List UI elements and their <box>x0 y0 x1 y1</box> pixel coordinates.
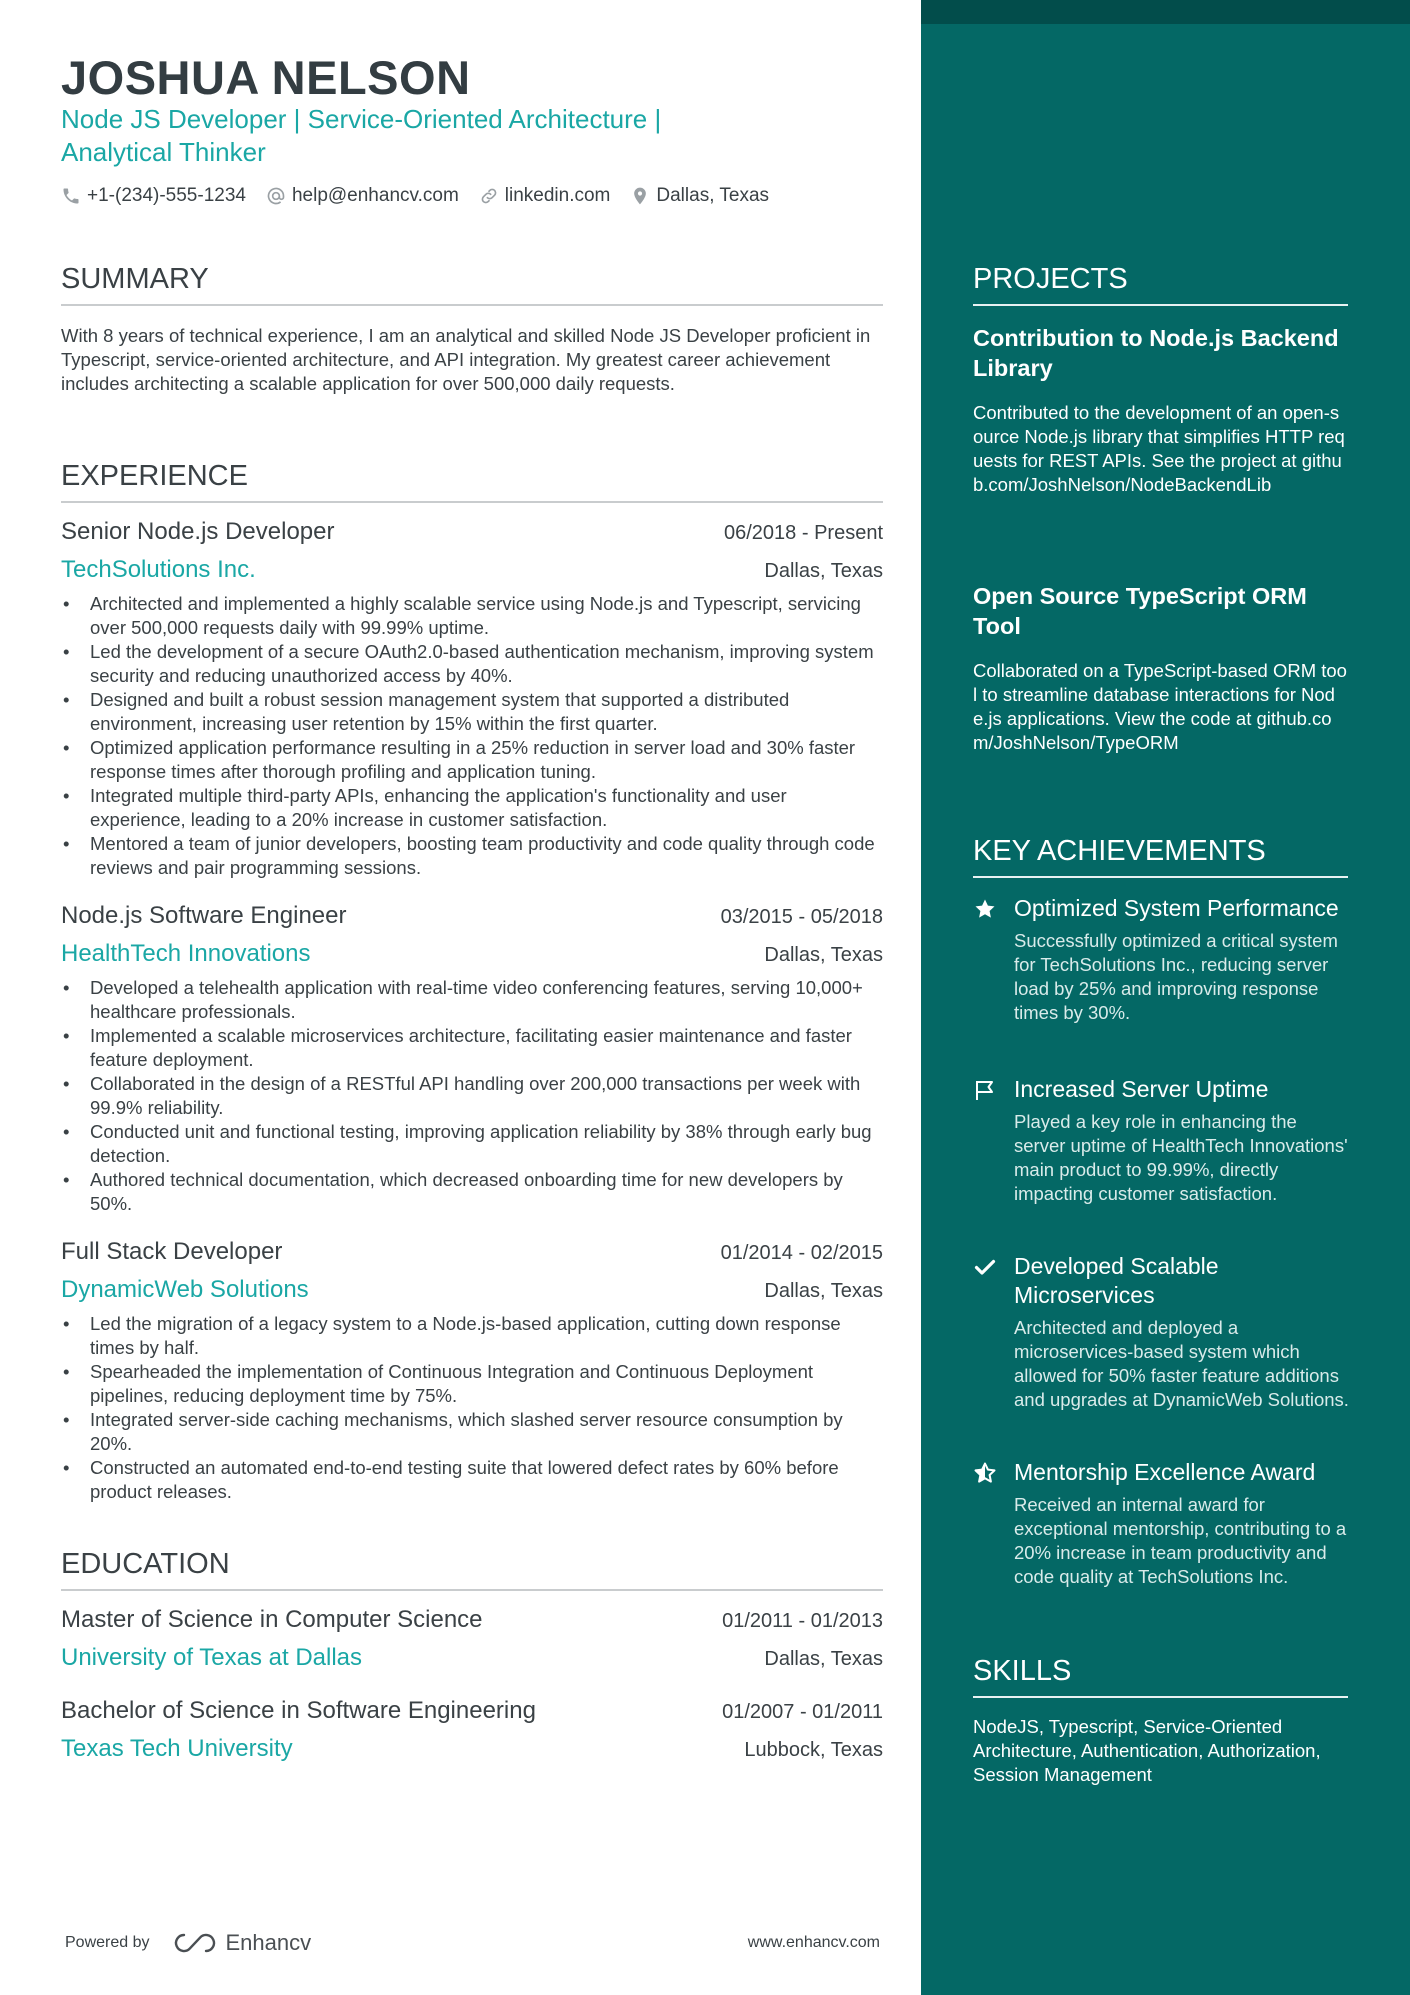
bullet-item: • Authored technical documentation, which decreased onboarding time for new developers by 50%. <box>61 1168 883 1216</box>
location-pin-icon <box>630 186 650 206</box>
achievement-title: Increased Server Uptime <box>1014 1076 1269 1102</box>
education-location: Lubbock, Texas <box>744 1739 883 1761</box>
job-title: Node.js Software Engineer <box>61 902 347 929</box>
achievement-description: Received an internal award for exceptional mentorship, contributing to a 20% increase in team productivity and code quality at TechSolutions Inc. <box>1014 1494 1347 1587</box>
education-dates: 01/2011 - 01/2013 <box>722 1610 883 1632</box>
bullet-item: • Led the migration of a legacy system to a Node.js-based application, cutting down response times by half. <box>61 1312 883 1360</box>
experience-heading: EXPERIENCE <box>61 460 883 503</box>
contact-bar <box>61 185 769 207</box>
achievements-heading: KEY ACHIEVEMENTS <box>973 835 1348 878</box>
skills-heading: SKILLS <box>973 1655 1348 1698</box>
bullet-item: • Optimized application performance resulting in a 25% reduction in server load and 30% faster response times after thorough profiling and application tuning. <box>61 736 883 784</box>
degree: Master of Science in Computer Science <box>61 1606 483 1633</box>
bullet-item: • Constructed an automated end-to-end testing suite that lowered defect rates by 60% before product releases. <box>61 1456 883 1504</box>
star-icon <box>973 897 997 921</box>
project-entry <box>973 581 1348 755</box>
bullet-item: • Led the development of a secure OAuth2.0-based authentication mechanism, improving system security and reducing unauthorized access by 40%. <box>61 640 883 688</box>
email-text[interactable]: help@enhancv.com <box>291 185 459 206</box>
bullet-item: • Implemented a scalable microservices architecture, facilitating easier maintenance and faster feature deployment. <box>61 1024 883 1072</box>
job-location: Dallas, Texas <box>764 944 883 966</box>
job-dates: 06/2018 - Present <box>724 522 883 544</box>
job-dates: 03/2015 - 05/2018 <box>720 906 883 928</box>
location-text: Dallas, Texas <box>656 185 770 206</box>
projects-heading: PROJECTS <box>973 263 1348 306</box>
project-description: Contributed to the development of an open-source Node.js library that simplifies HTTP requests for REST APIs. See the project at github.com/JoshNelson/NodeBackendLib <box>973 402 1345 495</box>
education-heading: EDUCATION <box>61 1548 883 1591</box>
bullet-item: • Developed a telehealth application with real-time video conferencing features, serving 10,000+ healthcare professionals. <box>61 976 883 1024</box>
summary-heading: SUMMARY <box>61 263 883 306</box>
job-entry <box>61 902 883 1216</box>
phone-icon <box>61 186 81 206</box>
project-title: Open Source TypeScript ORM Tool <box>973 583 1307 639</box>
project-description: Collaborated on a TypeScript-based ORM tool to streamline database interactions for Node.js applications. View the code at github.com/JoshNelson/TypeORM <box>973 660 1347 753</box>
job-entry <box>61 1238 883 1504</box>
education-entry <box>61 1697 883 1763</box>
bullet-item: • Designed and built a robust session management system that supported a distributed environment, increasing user retention by 15% within the first quarter. <box>61 688 883 736</box>
achievement-entry <box>973 1252 1353 1412</box>
degree: Bachelor of Science in Software Engineering <box>61 1697 536 1724</box>
bullet-item: • Integrated server-side caching mechanisms, which slashed server resource consumption by 20%. <box>61 1408 883 1456</box>
contact-linkedin[interactable] <box>479 185 611 207</box>
bullet-item: • Collaborated in the design of a RESTful API handling over 200,000 transactions per week with 99.9% reliability. <box>61 1072 883 1120</box>
link-icon <box>479 186 499 206</box>
candidate-name: JOSHUA NELSON <box>61 51 471 104</box>
achievement-entry <box>973 1075 1353 1206</box>
job-bullets <box>61 1312 883 1504</box>
achievement-title: Developed Scalable Microservices <box>1014 1253 1219 1308</box>
check-icon <box>973 1255 997 1279</box>
project-entry <box>973 323 1348 497</box>
enhancv-logo[interactable] <box>172 1930 312 1956</box>
bullet-item: • Integrated multiple third-party APIs, enhancing the application's functionality and user experience, leading to a 20% increase in customer satisfaction. <box>61 784 883 832</box>
contact-email[interactable] <box>266 185 459 207</box>
job-company: TechSolutions Inc. <box>61 556 256 583</box>
phone-text: +1-(234)-555-1234 <box>87 185 246 206</box>
job-entry <box>61 518 883 880</box>
education-location: Dallas, Texas <box>764 1648 883 1670</box>
job-title: Senior Node.js Developer <box>61 518 335 545</box>
headline: Node JS Developer | Service-Oriented Architecture | Analytical Thinker <box>61 104 662 167</box>
achievement-title: Optimized System Performance <box>1014 895 1339 921</box>
skills-text: NodeJS, Typescript, Service-Oriented Architecture, Authentication, Authorization, Session Management <box>973 1716 1321 1785</box>
job-company: DynamicWeb Solutions <box>61 1276 309 1303</box>
achievement-description: Architected and deployed a microservices-based system which allowed for 50% faster feature additions and upgrades at DynamicWeb Solutions. <box>1014 1317 1349 1410</box>
job-bullets <box>61 592 883 880</box>
school: Texas Tech University <box>61 1735 293 1762</box>
summary-text: With 8 years of technical experience, I am an analytical and skilled Node JS Developer proficient in Typescript, service-oriented architecture, and API integration. My greatest career achievement includes architecting a scalable application for over 500,000 daily requests. <box>61 325 871 394</box>
achievement-description: Successfully optimized a critical system for TechSolutions Inc., reducing server load by 25% and improving response times by 30%. <box>1014 930 1338 1023</box>
powered-by-label: Powered by <box>65 1934 150 1951</box>
bullet-item: • Architected and implemented a highly scalable service using Node.js and Typescript, servicing over 500,000 requests daily with 99.99% uptime. <box>61 592 883 640</box>
at-icon <box>266 186 286 206</box>
job-bullets <box>61 976 883 1216</box>
contact-location <box>630 185 769 207</box>
footer <box>65 1930 880 1956</box>
education-entry <box>61 1606 883 1672</box>
job-title: Full Stack Developer <box>61 1238 283 1265</box>
education-dates: 01/2007 - 01/2011 <box>722 1701 883 1723</box>
school: University of Texas at Dallas <box>61 1644 363 1671</box>
job-location: Dallas, Texas <box>764 1280 883 1302</box>
achievement-entry <box>973 1458 1353 1589</box>
flag-icon <box>973 1078 997 1102</box>
star-half-icon <box>973 1461 997 1485</box>
job-company: HealthTech Innovations <box>61 940 311 967</box>
enhancv-logo-text: Enhancv <box>225 1930 312 1955</box>
powered-by <box>65 1930 311 1956</box>
linkedin-text[interactable]: linkedin.com <box>504 185 611 206</box>
bullet-item: • Conducted unit and functional testing, improving application reliability by 38% through early bug detection. <box>61 1120 883 1168</box>
job-location: Dallas, Texas <box>764 560 883 582</box>
achievement-description: Played a key role in enhancing the server uptime of HealthTech Innovations' main product to 99.99%, directly impacting customer satisfaction. <box>1014 1111 1348 1204</box>
achievement-title: Mentorship Excellence Award <box>1014 1459 1316 1485</box>
sidebar-top-bar <box>921 0 1410 24</box>
enhancv-logo-icon <box>172 1931 218 1955</box>
job-dates: 01/2014 - 02/2015 <box>720 1242 883 1264</box>
bullet-item: • Spearheaded the implementation of Continuous Integration and Continuous Deployment pipelines, reducing deployment time by 75%. <box>61 1360 883 1408</box>
project-title: Contribution to Node.js Backend Library <box>973 325 1339 381</box>
sidebar <box>921 0 1410 1995</box>
contact-phone <box>61 185 246 207</box>
achievement-entry <box>973 894 1353 1025</box>
bullet-item: • Mentored a team of junior developers, boosting team productivity and code quality through code reviews and pair programming sessions. <box>61 832 883 880</box>
website-link[interactable]: www.enhancv.com <box>747 1934 880 1951</box>
